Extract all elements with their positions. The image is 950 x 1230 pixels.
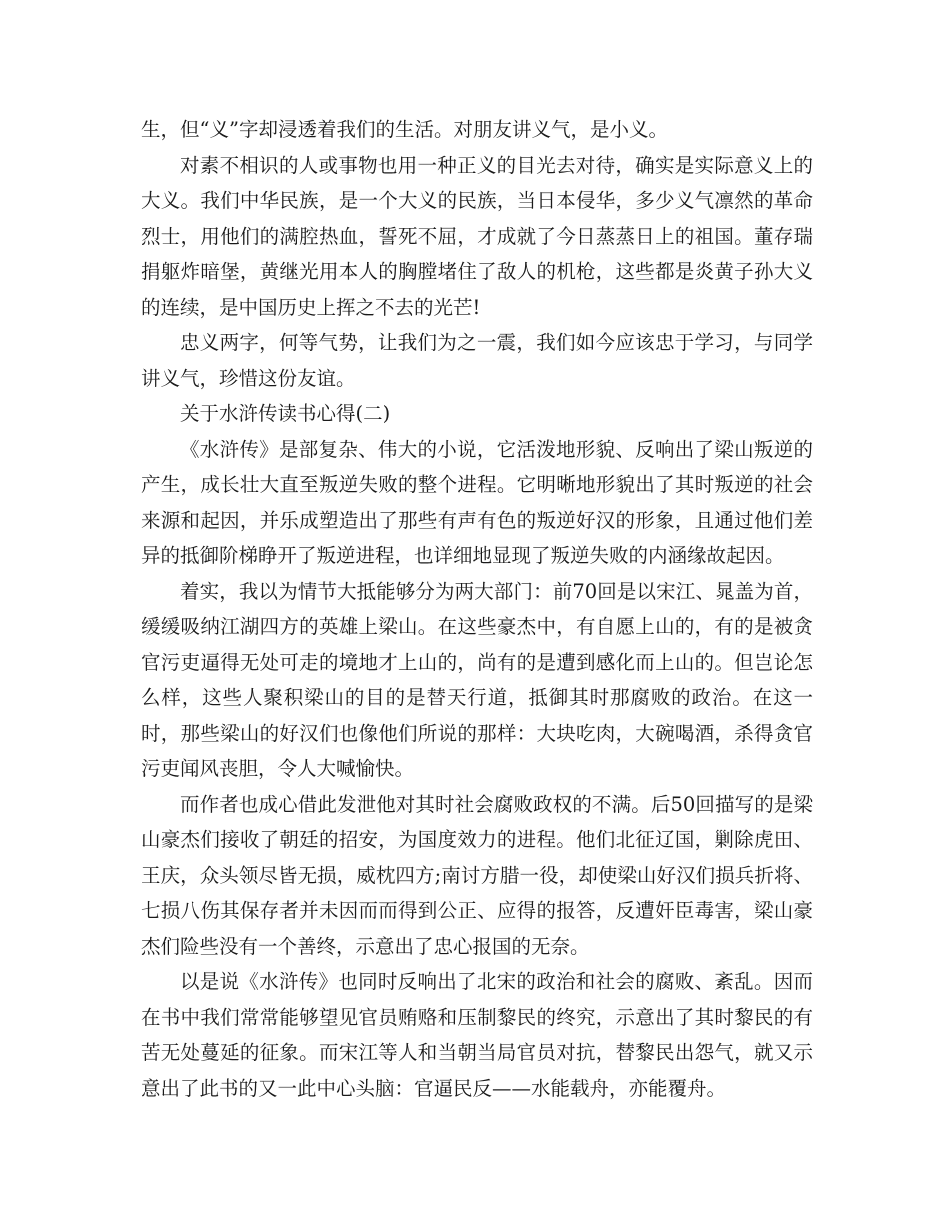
section-heading: 关于水浒传读书心得(二) bbox=[180, 402, 391, 425]
paragraph-plot-first-part: 着实，我以为情节大抵能够分为两大部门：前70回是以宋江、晁盖为首，缓缓吸纳江湖四方的英雄上梁山。在这些豪杰中，有自愿上山的，有的是被贪官污吏逼得无处可走的境地才上山的，尚有的是遭到感化而上山的。但岂论怎么样，这些人聚积梁山的目的是替天行道，抵御其时那腐败的政治。在这一时，那些梁山的好汉们也像他们所说的那样：大块吃肉，大碗喝酒，杀得贪官污吏闻风丧胆，令人大喊愉快。 bbox=[141, 579, 813, 780]
paragraph-novel-overview: 《水浒传》是部复杂、伟大的小说，它活泼地形貌、反响出了梁山叛逆的产生，成长壮大直至叛逆失败的整个进程。它明晰地形貌出了其时叛逆的社会来源和起因，并乐成塑造出了那些有声有色的叛逆好汉的形象，且通过他们差异的抵御阶梯睁开了叛逆进程，也详细地显现了叛逆失败的内涵缘故起因。 bbox=[141, 437, 813, 567]
document-body bbox=[141, 112, 813, 1106]
paragraph-great-righteousness: 对素不相识的人或事物也用一种正义的目光去对待，确实是实际意义上的大义。我们中华民族，是一个大义的民族，当日本侵华，多少义气凛然的革命烈士，用他们的满腔热血，誓死不屈，才成就了今日蒸蒸日上的祖国。董存瑞捐躯炸暗堡，黄继光用本人的胸膛堵住了敌人的机枪，这些都是炎黄子孙大义的连续，是中国历史上挥之不去的光芒! bbox=[141, 153, 813, 319]
paragraph-loyalty: 忠义两字，何等气势，让我们为之一震，我们如今应该忠于学习，与同学讲义气，珍惜这份友谊。 bbox=[141, 331, 813, 390]
paragraph-conclusion: 以是说《水浒传》也同时反响出了北宋的政治和社会的腐败、紊乱。因而在书中我们常常能够望见官员贿赂和压制黎民的终究，示意出了其时黎民的有苦无处蔓延的征象。而宋江等人和当朝当局官员对抗，替黎民出怨气，就又示意出了此书的又一此中心头脑：官逼民反——水能载舟，亦能覆舟。 bbox=[141, 970, 813, 1100]
paragraph-continuation: 生，但“义”字却浸透着我们的生活。对朋友讲义气，是小义。 bbox=[141, 118, 668, 141]
paragraph-plot-second-part: 而作者也成心借此发泄他对其时社会腐败政权的不满。后50回描写的是梁山豪杰们接收了朝廷的招安，为国度效力的进程。他们北征辽国，剿除虎田、王庆，众头领尽皆无损，威枕四方;南讨方腊一役，却使梁山好汉们损兵折将、七损八伤其保存者并未因而而得到公正、应得的报答，反遭奸臣毒害，梁山豪杰们险些没有一个善终，示意出了忠心报国的无奈。 bbox=[141, 792, 813, 958]
